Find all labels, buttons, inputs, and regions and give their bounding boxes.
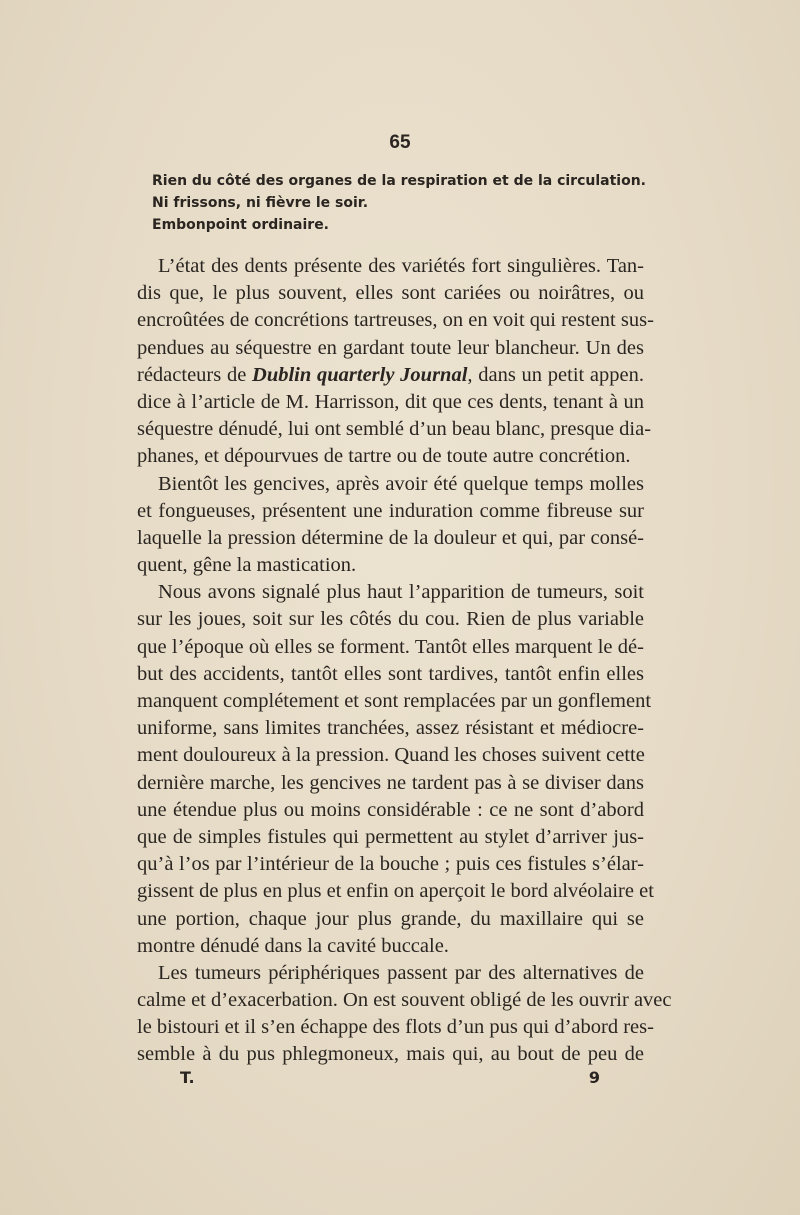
body-text [137,253,672,1069]
text-line: pendues au séquestre en gardant toute leur blancheur. Un des [137,336,644,359]
symptom-line: Ni frissons, ni fièvre le soir. [152,195,369,211]
text-line: dice à l’article de M. Harrisson, dit que ces dents, tenant à un [137,390,644,413]
text-line: Nous avons signalé plus haut l’apparition de tumeurs, soit [158,581,644,604]
text-line: sur les joues, soit sur les côtés du cou. Rien de plus variable [137,608,644,631]
text-line: encroûtées de concrétions tartreuses, on en voit qui restent sus- [137,309,654,332]
page-number: 65 [389,132,411,153]
text-line: une portion, chaque jour plus grande, du maxillaire qui se [137,907,644,930]
text-line: L’état des dents présente des variétés fort singulières. Tan- [158,255,644,277]
text-line: que l’époque où elles se forment. Tantôt elles marquent le dé- [137,635,644,658]
text-line: semble à du pus phlegmoneux, mais qui, au bout de peu de [137,1043,644,1066]
text-line: laquelle la pression détermine de la douleur et qui, par consé- [137,526,644,549]
text-line [137,362,644,389]
symptom-line: Embonpoint ordinaire. [152,217,330,233]
text-line: que de simples fistules qui permettent au stylet d’arriver jus- [137,825,644,848]
text-line: but des accidents, tantôt elles sont tardives, tantôt enfin elles [137,662,644,685]
text-line: manquent complétement et sont remplacées par un gonflement [137,690,652,712]
text-line: Bientôt les gencives, après avoir été quelque temps molles [158,472,644,495]
text-line: qu’à l’os par l’intérieur de la bouche ; puis ces fistules s’élar- [137,853,644,876]
text-line: montre dénudé dans la cavité buccale. [137,934,449,957]
text-line: uniforme, sans limites tranchées, assez résistant et médiocre- [137,717,644,740]
text-line: le bistouri et il s’en échappe des flots d’un pus qui d’abord res- [137,1016,654,1039]
signature-volume: T. [180,1068,195,1087]
text-line: Les tumeurs périphériques passent par des alternatives de [158,961,644,984]
text-line: phanes, et dépourvues de tartre ou de toute autre concrétion. [137,445,631,468]
text-line: une étendue plus ou moins considérable : ce ne sont d’abord [137,798,644,821]
text-line: dis que, le plus souvent, elles sont cariées ou noirâtres, ou [137,282,644,305]
symptom-notes [152,170,646,236]
text-line: et fongueuses, présentent une induration comme fibreuse sur [137,499,644,522]
text-segment: , dans un petit appen. [467,363,645,386]
text-line: ment douloureux à la pression. Quand les choses suivent cette [137,744,645,767]
text-line: séquestre dénudé, lui ont semblé d’un beau blanc, presque dia- [137,418,652,441]
signature-number: 9 [588,1068,600,1087]
text-line: gissent de plus en plus et enfin on aperçoit le bord alvéolaire et [137,880,654,903]
text-segment: rédacteurs de [137,363,253,386]
text-line: dernière marche, les gencives ne tardent pas à se diviser dans [137,771,644,794]
symptom-line: Rien du côté des organes de la respiration et de la circulation. [152,173,646,189]
journal-title: Dublin quarterly Journal [252,363,468,386]
text-line: quent, gêne la mastication. [137,554,357,577]
text-line: calme et d’exacerbation. On est souvent obligé de les ouvrir avec [137,989,672,1012]
